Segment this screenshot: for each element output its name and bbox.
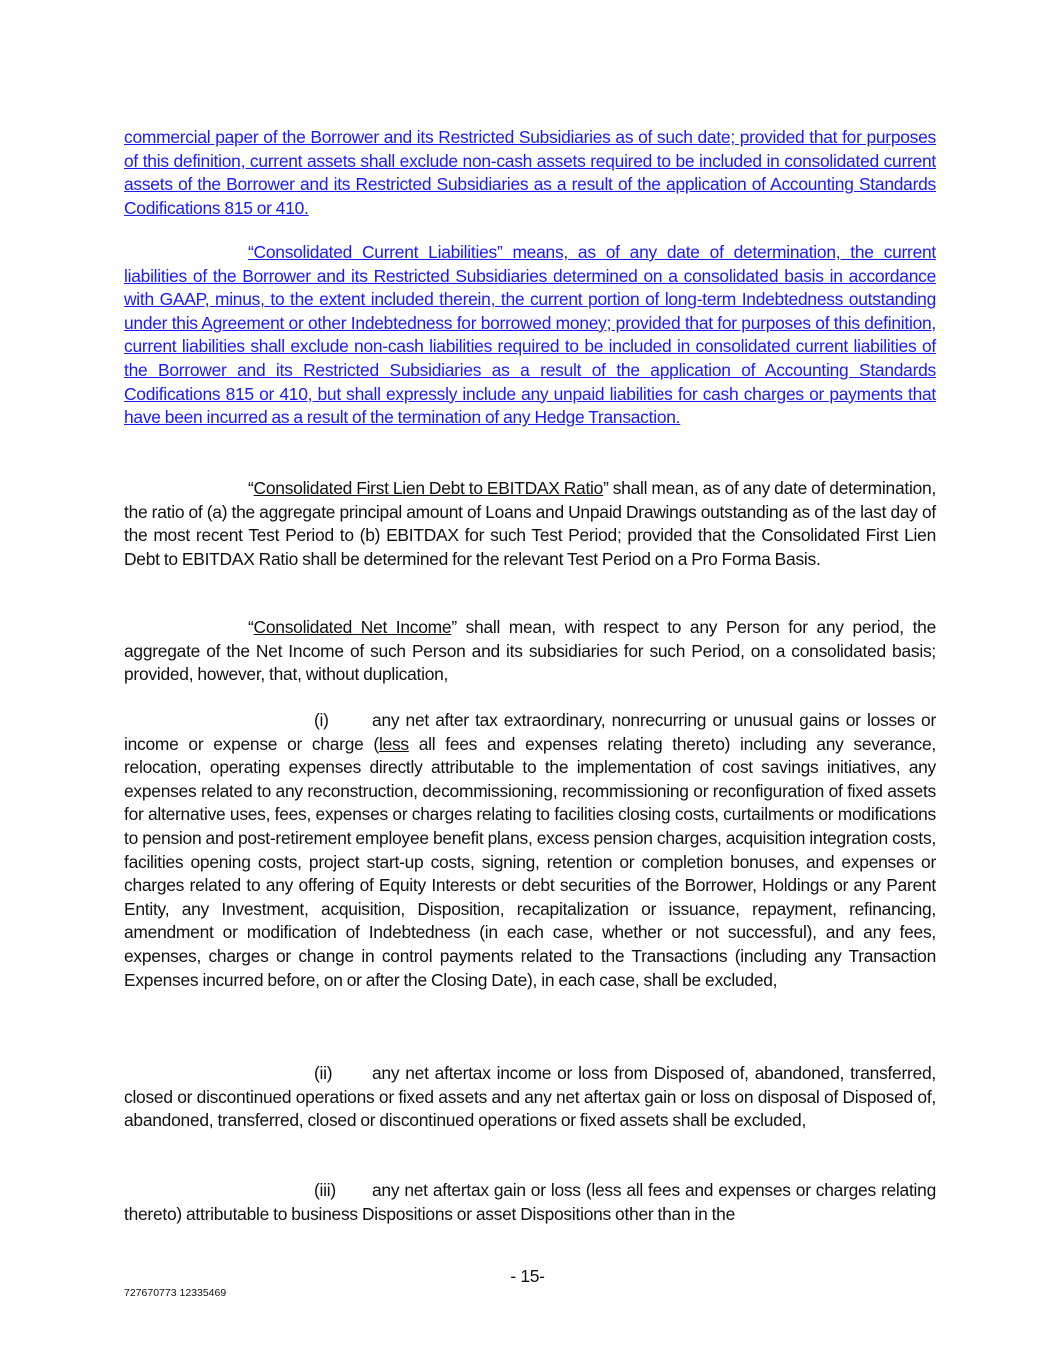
clause-ii [124,1062,936,1133]
clause-iii [124,1179,936,1226]
definition-consolidated-first-lien-debt-ratio [124,477,936,571]
clause-text: any net aftertax gain or loss (less all fees and expenses or charges relating thereto) attributable to business Dispositions or asset Dispositions other than in the [124,1180,936,1224]
open-quote: “ [248,617,254,637]
definition-consolidated-current-liabilities [124,241,936,430]
clause-underlined-word: less [378,733,409,754]
open-quote: “ [248,478,254,498]
paragraph-text: ” shall mean, with respect to any Person for any period, the aggregate of the Net Income of such Person and its subsidiaries for such Period, on a consolidated basis; provided, however, that, without duplication, [124,617,936,685]
clause-text: any net aftertax income or loss from Disposed of, abandoned, transferred, closed or discontinued operations or fixed assets and any net aftertax gain or loss on disposal of Disposed of, abandoned, transferred, closed or discontinued operations or fixed assets shall be excluded, [124,1063,936,1131]
clause-number: (iii) [314,1180,336,1200]
clause-i [124,709,936,992]
definition-consolidated-net-income [124,616,936,687]
clause-text-a: any net after tax extraordinary, nonrecurring or unusual gains or losses or income or expense or charge ( [124,710,936,754]
document-code: 727670773 12335469 [124,1287,227,1299]
page-number: - 15- [510,1266,545,1286]
inserted-paragraph-current-assets-continuation [124,126,936,220]
defined-term: Consolidated First Lien Debt to EBITDAX Ratio [253,478,604,498]
clause-number: (ii) [314,1063,333,1083]
paragraph-text: ” shall mean, as of any date of determination, the ratio of (a) the aggregate principal amount of Loans and Unpaid Drawings outstanding as of the last day of the most recent Test Period to (b) EBITDAX for such Test Period; provided that the Consolidated First Lien Debt to EBITDAX Ratio shall be determined for the relevant Test Period on a Pro Forma Basis. [124,478,936,569]
defined-term: Consolidated Net Income [253,617,452,637]
clause-text-b: all fees and expenses relating thereto) including any severance, relocation, operating expenses directly attributable to the implementation of cost savings initiatives, any expenses related to any reconstruction, decommissioning, recommissioning or reconfiguration of fixed assets for alternative uses, fees, expenses or charges relating to facilities closing costs, curtailments or modifications to pension and post-retirement employee benefit plans, excess pension charges, acquisition integration costs, facilities opening costs, project start-up costs, signing, retention or completion bonuses, and expenses or charges related to any offering of Equity Interests or debt securities of the Borrower, Holdings or any Parent Entity, any Investment, acquisition, Disposition, recapitalization or issuance, repayment, refinancing, amendment or modification of Indebtedness (in each case, whether or not successful), and any fees, expenses, charges or change in control payments related to the Transactions (including any Transaction Expenses incurred before, on or after the Closing Date), in each case, shall be excluded, [124,733,936,990]
paragraph-text: “Consolidated Current Liabilities” means, as of any date of determination, the current liabilities of the Borrower and its Restricted Subsidiaries determined on a consolidated basis in accordance with GAAP, minus, to the extent included therein, the current portion of long-term Indebtedness outstanding under this Agreement or other Indebtedness for borrowed money; provided that for purposes of this definition, current liabilities shall exclude non-cash liabilities required to be included in consolidated current liabilities of the Borrower and its Restricted Subsidiaries as a result of the application of Accounting Standards Codifications 815 or 410, but shall expressly include any unpaid liabilities for cash charges or payments that have been incurred as a result of the termination of any Hedge Transaction. [124,242,936,428]
clause-number: (i) [314,710,329,730]
paragraph-text: commercial paper of the Borrower and its Restricted Subsidiaries as of such date; provided that for purposes of this definition, current assets shall exclude non-cash assets required to be included in consolidated current assets of the Borrower and its Restricted Subsidiaries as a result of the application of Accounting Standards Codifications 815 or 410. [124,127,936,218]
